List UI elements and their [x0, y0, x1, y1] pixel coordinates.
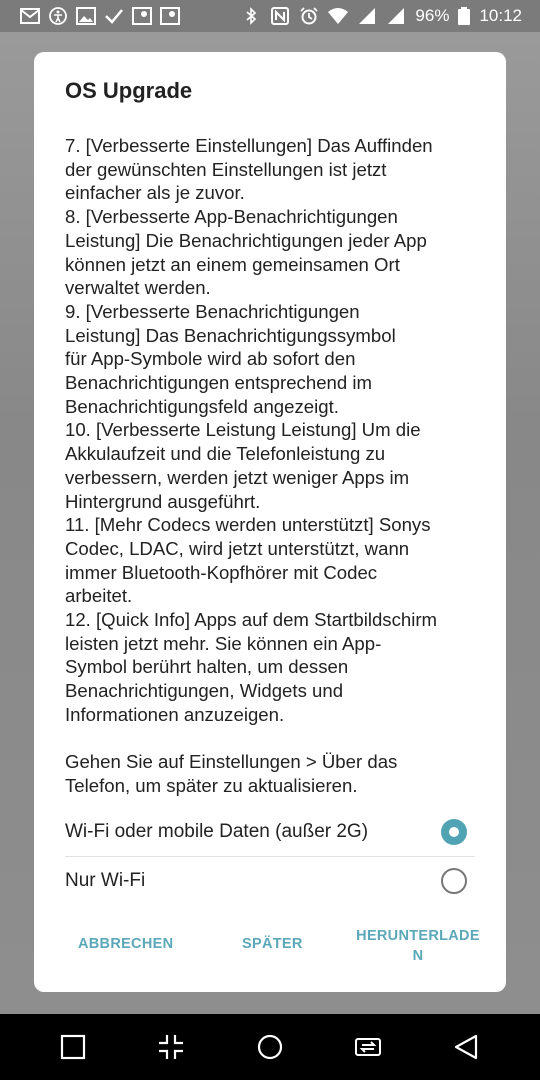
- signal-icon: [386, 7, 406, 25]
- back-triangle-icon: [452, 1033, 480, 1061]
- release-note-line: für App-Symbole wird ab sofort den: [65, 348, 356, 370]
- back-button[interactable]: [451, 1032, 481, 1062]
- option-label: Nur Wi-Fi: [65, 869, 146, 891]
- option-wifi-only[interactable]: [65, 856, 475, 904]
- switch-icon: [354, 1033, 382, 1061]
- bluetooth-icon: [241, 7, 261, 25]
- release-note-line: 7. [Verbesserte Einstellungen] Das Auffinden: [65, 135, 433, 156]
- cancel-button[interactable]: ABBRECHEN: [78, 936, 174, 952]
- release-note-line: verwaltet werden.: [65, 277, 211, 299]
- system-icons: [241, 6, 540, 26]
- release-note-line: verbessern, werden jetzt weniger Apps im: [65, 466, 410, 488]
- release-note-line: 8. [Verbesserte App-Benachrichtigungen: [65, 206, 398, 228]
- radio-checked-icon[interactable]: [441, 819, 467, 845]
- release-note-line: Leistung] Die Benachrichtigungen jeder App: [65, 229, 427, 251]
- release-note-line: 10. [Verbesserte Leistung Leistung] Um die: [65, 419, 421, 441]
- release-note-line: leisten jetzt mehr. Sie können ein App-: [65, 632, 382, 654]
- battery-percentage: 96%: [415, 6, 450, 25]
- dialog-title: OS Upgrade: [65, 78, 193, 103]
- release-note-line: Benachrichtigungen entsprechend im: [65, 372, 372, 394]
- release-note-line: Symbol berührt halten, um dessen: [65, 656, 349, 678]
- navigation-bar: [0, 1014, 540, 1080]
- dialog-actions: [34, 922, 506, 966]
- overview-button[interactable]: [58, 1032, 88, 1062]
- image-icon: [76, 7, 96, 25]
- release-note-line: einfacher als je zuvor.: [65, 182, 245, 204]
- download-button[interactable]: HERUNTERLADEN: [356, 928, 480, 964]
- release-note-line: 9. [Verbesserte Benachrichtigungen: [65, 300, 360, 322]
- settings-hint-line: Gehen Sie auf Einstellungen > Über das: [65, 751, 398, 773]
- home-button[interactable]: [255, 1032, 285, 1062]
- release-note-line: Benachrichtigungen, Widgets und: [65, 680, 344, 702]
- release-note-line: der gewünschten Einstellungen ist jetzt: [65, 158, 387, 180]
- collapse-icon: [157, 1033, 185, 1061]
- release-note-line: Hintergrund ausgeführt.: [65, 490, 261, 512]
- wifi-icon: [328, 7, 348, 25]
- network-options: [65, 808, 475, 904]
- release-note-line: Leistung] Das Benachrichtigungssymbol: [65, 324, 396, 346]
- release-note-line: Informationen anzuzeigen.: [65, 703, 285, 725]
- accessibility-icon: [48, 7, 68, 25]
- notification-icons: [0, 7, 180, 25]
- clock: 10:12: [479, 6, 522, 25]
- os-upgrade-dialog: [34, 52, 506, 992]
- nfc-icon: [270, 7, 290, 25]
- dialog-body-scroll[interactable]: [65, 135, 485, 796]
- battery-icon: [458, 7, 470, 25]
- location-icon: [160, 7, 180, 25]
- radio-unchecked-icon[interactable]: [441, 868, 467, 894]
- home-circle-icon: [256, 1033, 284, 1061]
- release-note-line: Codec, LDAC, wird jetzt unterstützt, wann: [65, 537, 410, 559]
- release-note-line: 12. [Quick Info] Apps auf dem Startbildschirm: [65, 609, 438, 631]
- release-note-line: Benachrichtigungsfeld angezeigt.: [65, 395, 339, 417]
- gmail-icon: [20, 7, 40, 25]
- release-note-line: können jetzt an einem gemeinsamen Ort: [65, 253, 400, 275]
- later-button[interactable]: SPÄTER: [242, 936, 303, 952]
- release-notes: [65, 134, 485, 798]
- option-wifi-or-mobile[interactable]: [65, 808, 475, 856]
- option-label: Wi-Fi oder mobile Daten (außer 2G): [65, 821, 369, 842]
- release-note-line: arbeitet.: [65, 585, 133, 607]
- dual-window-button[interactable]: [156, 1032, 186, 1062]
- signal-icon: [357, 7, 377, 25]
- release-note-line: Akkulaufzeit und die Telefonleistung zu: [65, 443, 386, 465]
- status-bar: [0, 0, 540, 32]
- alarm-icon: [299, 7, 319, 25]
- release-note-line: 11. [Mehr Codecs werden unterstützt] Sonys: [65, 514, 431, 536]
- switch-sim-button[interactable]: [353, 1032, 383, 1062]
- release-note-line: immer Bluetooth-Kopfhörer mit Codec: [65, 561, 378, 583]
- check-icon: [104, 7, 124, 25]
- settings-hint-line: Telefon, um später zu aktualisieren.: [65, 774, 358, 796]
- square-icon: [59, 1033, 87, 1061]
- location-icon: [132, 7, 152, 25]
